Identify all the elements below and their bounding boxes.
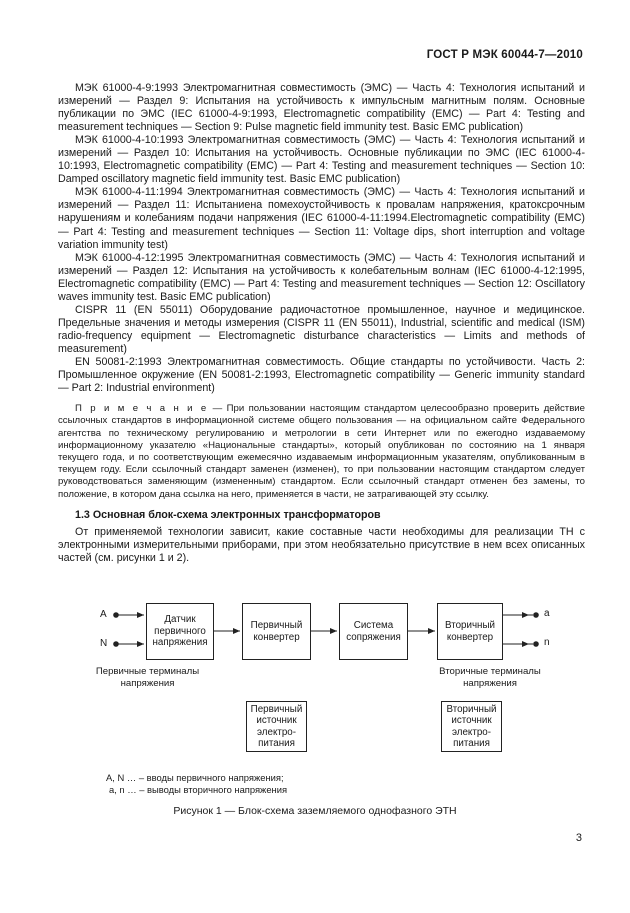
pin-label-n-output: n [544, 637, 550, 648]
note-paragraph [58, 403, 585, 501]
reference-paragraph: EN 50081-2:1993 Электромагнитная совместимость. Общие стандарты по устойчивости. Часть 2: Промышленное окружение (EN 50081-2:1993, Electromagnetic compatibility — Generic immunity standard — Part 2: Industrial environment) [58, 355, 585, 395]
secondary-converter-block: Вторичный конвертер [437, 603, 503, 660]
pin-label-a-input: A [100, 609, 107, 620]
note-text: — При пользовании настоящим стандартом целесообразно проверить действие ссылочных стандартов в информационной системе общего пользования — на официальном сайте Федерального агентства по техническому регулированию и метрологии в сети Интернет или по ежегодно издаваемому информационному указателю «Национальные стандарты», который опубликован по состоянию на 1 января текущего года, и по соответствующим ежемесячно издаваемым информационным указателям, опубликованным в текущем году. Если ссылочный стандарт заменен (изменен), то при пользовании настоящим стандартом следует руководствоваться заменяющим (измененным) стандартом. Если ссылочный стандарт отменен без замены, то положение, в котором дана ссылка на него, применяется в части, не затрагивающей эту ссылку. [58, 403, 585, 500]
primary-power-supply-block: Первичный источник электро- питания [246, 701, 307, 752]
interface-block: Система сопряжения [339, 603, 408, 660]
reference-paragraph: МЭК 61000-4-9:1993 Электромагнитная совместимость (ЭМС) — Часть 4: Технология испытаний и измерений — Раздел 9: Испытания на устойчивость к импульсным магнитным полям. Основные публикации по ЭМС (IEC 61000-4-9:1993, Electromagnetic compatibility (EMC) — Part 4: Testing and measurement techniques — Section 9: Pulse magnetic field immunity test. Basic EMC publication) [58, 82, 585, 134]
reference-paragraph: МЭК 61000-4-12:1995 Электромагнитная совместимость (ЭМС) — Часть 4: Технология испытаний и измерений — Раздел 12: Испытания на устойчивость к колебательным волнам (IEC 61000-4-12:1995, Electromagnetic compatibility (EMC) — Part 4: Testing and measurement techniques — Section 12: Oscillatory waves immunity test. Basic EMC publication) [58, 251, 585, 303]
diagram-legend-line: A, N … – вводы первичного напряжения; [106, 772, 284, 783]
reference-paragraph: МЭК 61000-4-10:1993 Электромагнитная совместимость (ЭМС) — Часть 4: Технология испытаний и измерений — Раздел 10: Испытания на устойчивость. Основные публикации по ЭМС (IEC 61000-4-10:1993, Electromagnetic compatibility (EMC) — Part 4: Testing and measurement techniques — Section 10: Damped oscillatory magnetic field immunity test. Basic EMC publication) [58, 134, 585, 186]
section-heading: 1.3 Основная блок-схема электронных трансформаторов [75, 508, 381, 521]
figure-caption: Рисунок 1 — Блок-схема заземляемого однофазного ЭТН [173, 805, 457, 817]
intro-paragraph: От применяемой технологии зависит, какие составные части необходимы для реализации ТН с электронными измерительными приборами, при этом необязательно присутствие в нем всех описанных частей (см. рисунки 1 и 2). [58, 525, 585, 564]
document-body [58, 82, 585, 565]
pin-label-n-input: N [100, 638, 108, 649]
primary-terminals-label: Первичные терминалы напряжения [95, 666, 200, 689]
page-number: 3 [575, 832, 582, 844]
secondary-power-supply-block: Вторичный источник электро- питания [441, 701, 502, 752]
sensor-block: Датчик первичного напряжения [146, 603, 214, 660]
document-header: ГОСТ Р МЭК 60044-7—2010 [426, 49, 583, 61]
diagram-legend-line: a, n … – выводы вторичного напряжения [109, 784, 288, 795]
reference-paragraph: МЭК 61000-4-11:1994 Электромагнитная совместимость (ЭМС) — Часть 4: Технология испытаний и измерений — Раздел 11: Испытаниена помехоустойчивость к провалам напряжения, кратоксрочным нарушениям и колебаниям подачи напряжения (IEC 61000-4-11:1994.Electromagnetic compatibility (EMC) — Part 4: Testing and measurement techniques — Section 11: Voltage dips, short interruption and voltage variation immunity test) [58, 186, 585, 251]
primary-converter-block: Первичный конвертер [242, 603, 311, 660]
pin-label-a-output: a [544, 608, 550, 619]
block-diagram [80, 590, 560, 795]
secondary-terminals-label: Вторичные терминалы напряжения [439, 666, 541, 689]
reference-paragraph: CISPR 11 (EN 55011) Оборудование радиочастотное промышленное, научное и медицинское. Предельные значения и методы измерения (CISPR 11 (EN 55011), Industrial, scientific and medical (ISM) radio-frequency equipment — Electromagnetic disturbance characteristics — Limits and methods of measurement) [58, 303, 585, 355]
note-label: П р и м е ч а н и е [75, 403, 209, 415]
